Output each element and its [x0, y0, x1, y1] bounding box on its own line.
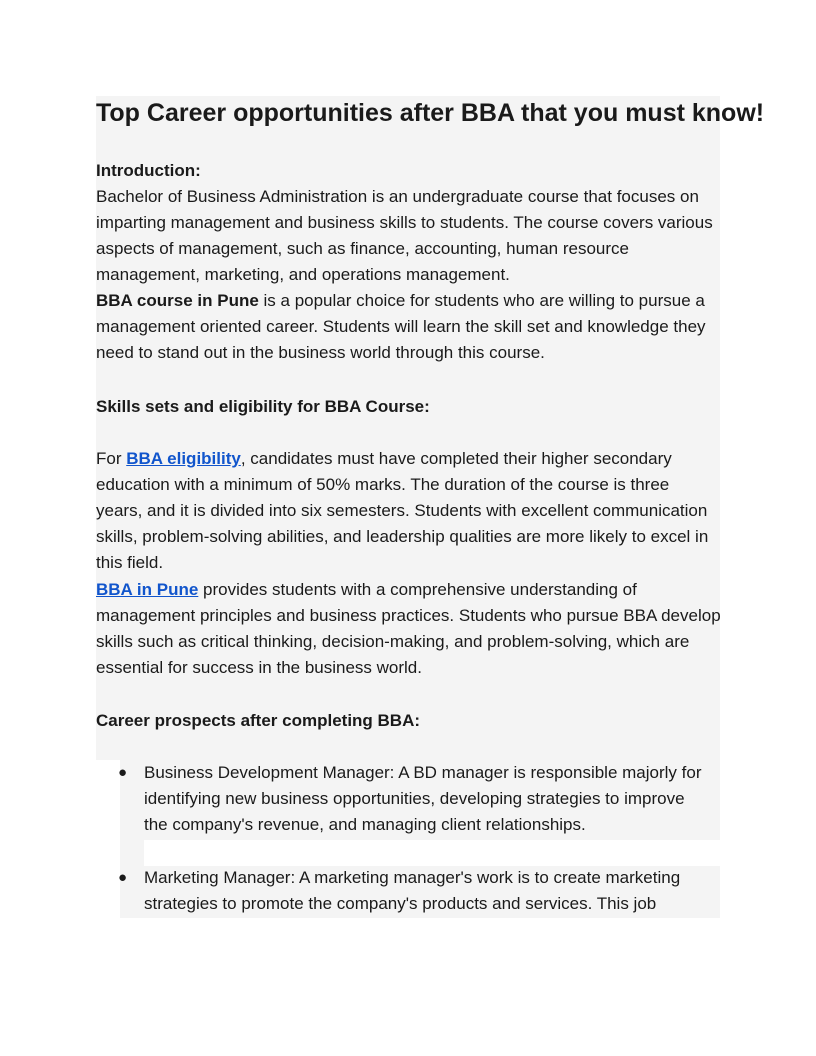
list-item-line: identifying new business opportunities, developing strategies to improve [144, 789, 685, 808]
intro-line: imparting management and business skills to students. The course covers various [96, 213, 713, 232]
skills-para2-line: BBA in Pune provides students with a comprehensive understanding of [96, 580, 637, 599]
skills-line: years, and it is divided into six semesters. Students with excellent communication [96, 501, 708, 520]
skills-line: skills, problem-solving abilities, and leadership qualities are more likely to excel in [96, 527, 709, 546]
skills-para1-line: For BBA eligibility, candidates must have completed their higher secondary [96, 449, 672, 468]
intro-line: need to stand out in the business world through this course. [96, 343, 545, 362]
bba-pune-bold: BBA course in Pune [96, 291, 259, 310]
skills-line: education with a minimum of 50% marks. The duration of the course is three [96, 475, 670, 494]
bullet-icon: ● [118, 869, 128, 886]
intro-line: Bachelor of Business Administration is an undergraduate course that focuses on [96, 187, 699, 206]
skills-line: this field. [96, 553, 164, 572]
skills-line: skills such as critical thinking, decision-making, and problem-solving, which are [96, 632, 690, 651]
career-heading: Career prospects after completing BBA: [96, 711, 421, 730]
bullet-icon: ● [118, 764, 128, 781]
list-item-line: the company's revenue, and managing client relationships. [144, 815, 586, 834]
highlight-gap [120, 840, 144, 866]
intro-line: management, marketing, and operations management. [96, 265, 510, 284]
list-item-line: Business Development Manager: A BD manager is responsible majorly for [144, 763, 702, 782]
bba-in-pune-link[interactable]: BBA in Pune [96, 580, 199, 599]
bba-eligibility-link[interactable]: BBA eligibility [126, 449, 241, 468]
list-item-line: strategies to promote the company's products and services. This job [144, 894, 657, 913]
intro-heading: Introduction: [96, 161, 201, 180]
intro-line: aspects of management, such as finance, accounting, human resource [96, 239, 629, 258]
skills-line: management principles and business practices. Students who pursue BBA develop [96, 606, 721, 625]
skills-line: essential for success in the business world. [96, 658, 422, 677]
page-title: Top Career opportunities after BBA that you must know! [96, 99, 765, 127]
skills-heading: Skills sets and eligibility for BBA Course: [96, 397, 430, 416]
intro-pune-line: BBA course in Pune is a popular choice for students who are willing to pursue a [96, 291, 705, 310]
list-item-line: Marketing Manager: A marketing manager's work is to create marketing [144, 868, 681, 887]
intro-line: management oriented career. Students will learn the skill set and knowledge they [96, 317, 706, 336]
